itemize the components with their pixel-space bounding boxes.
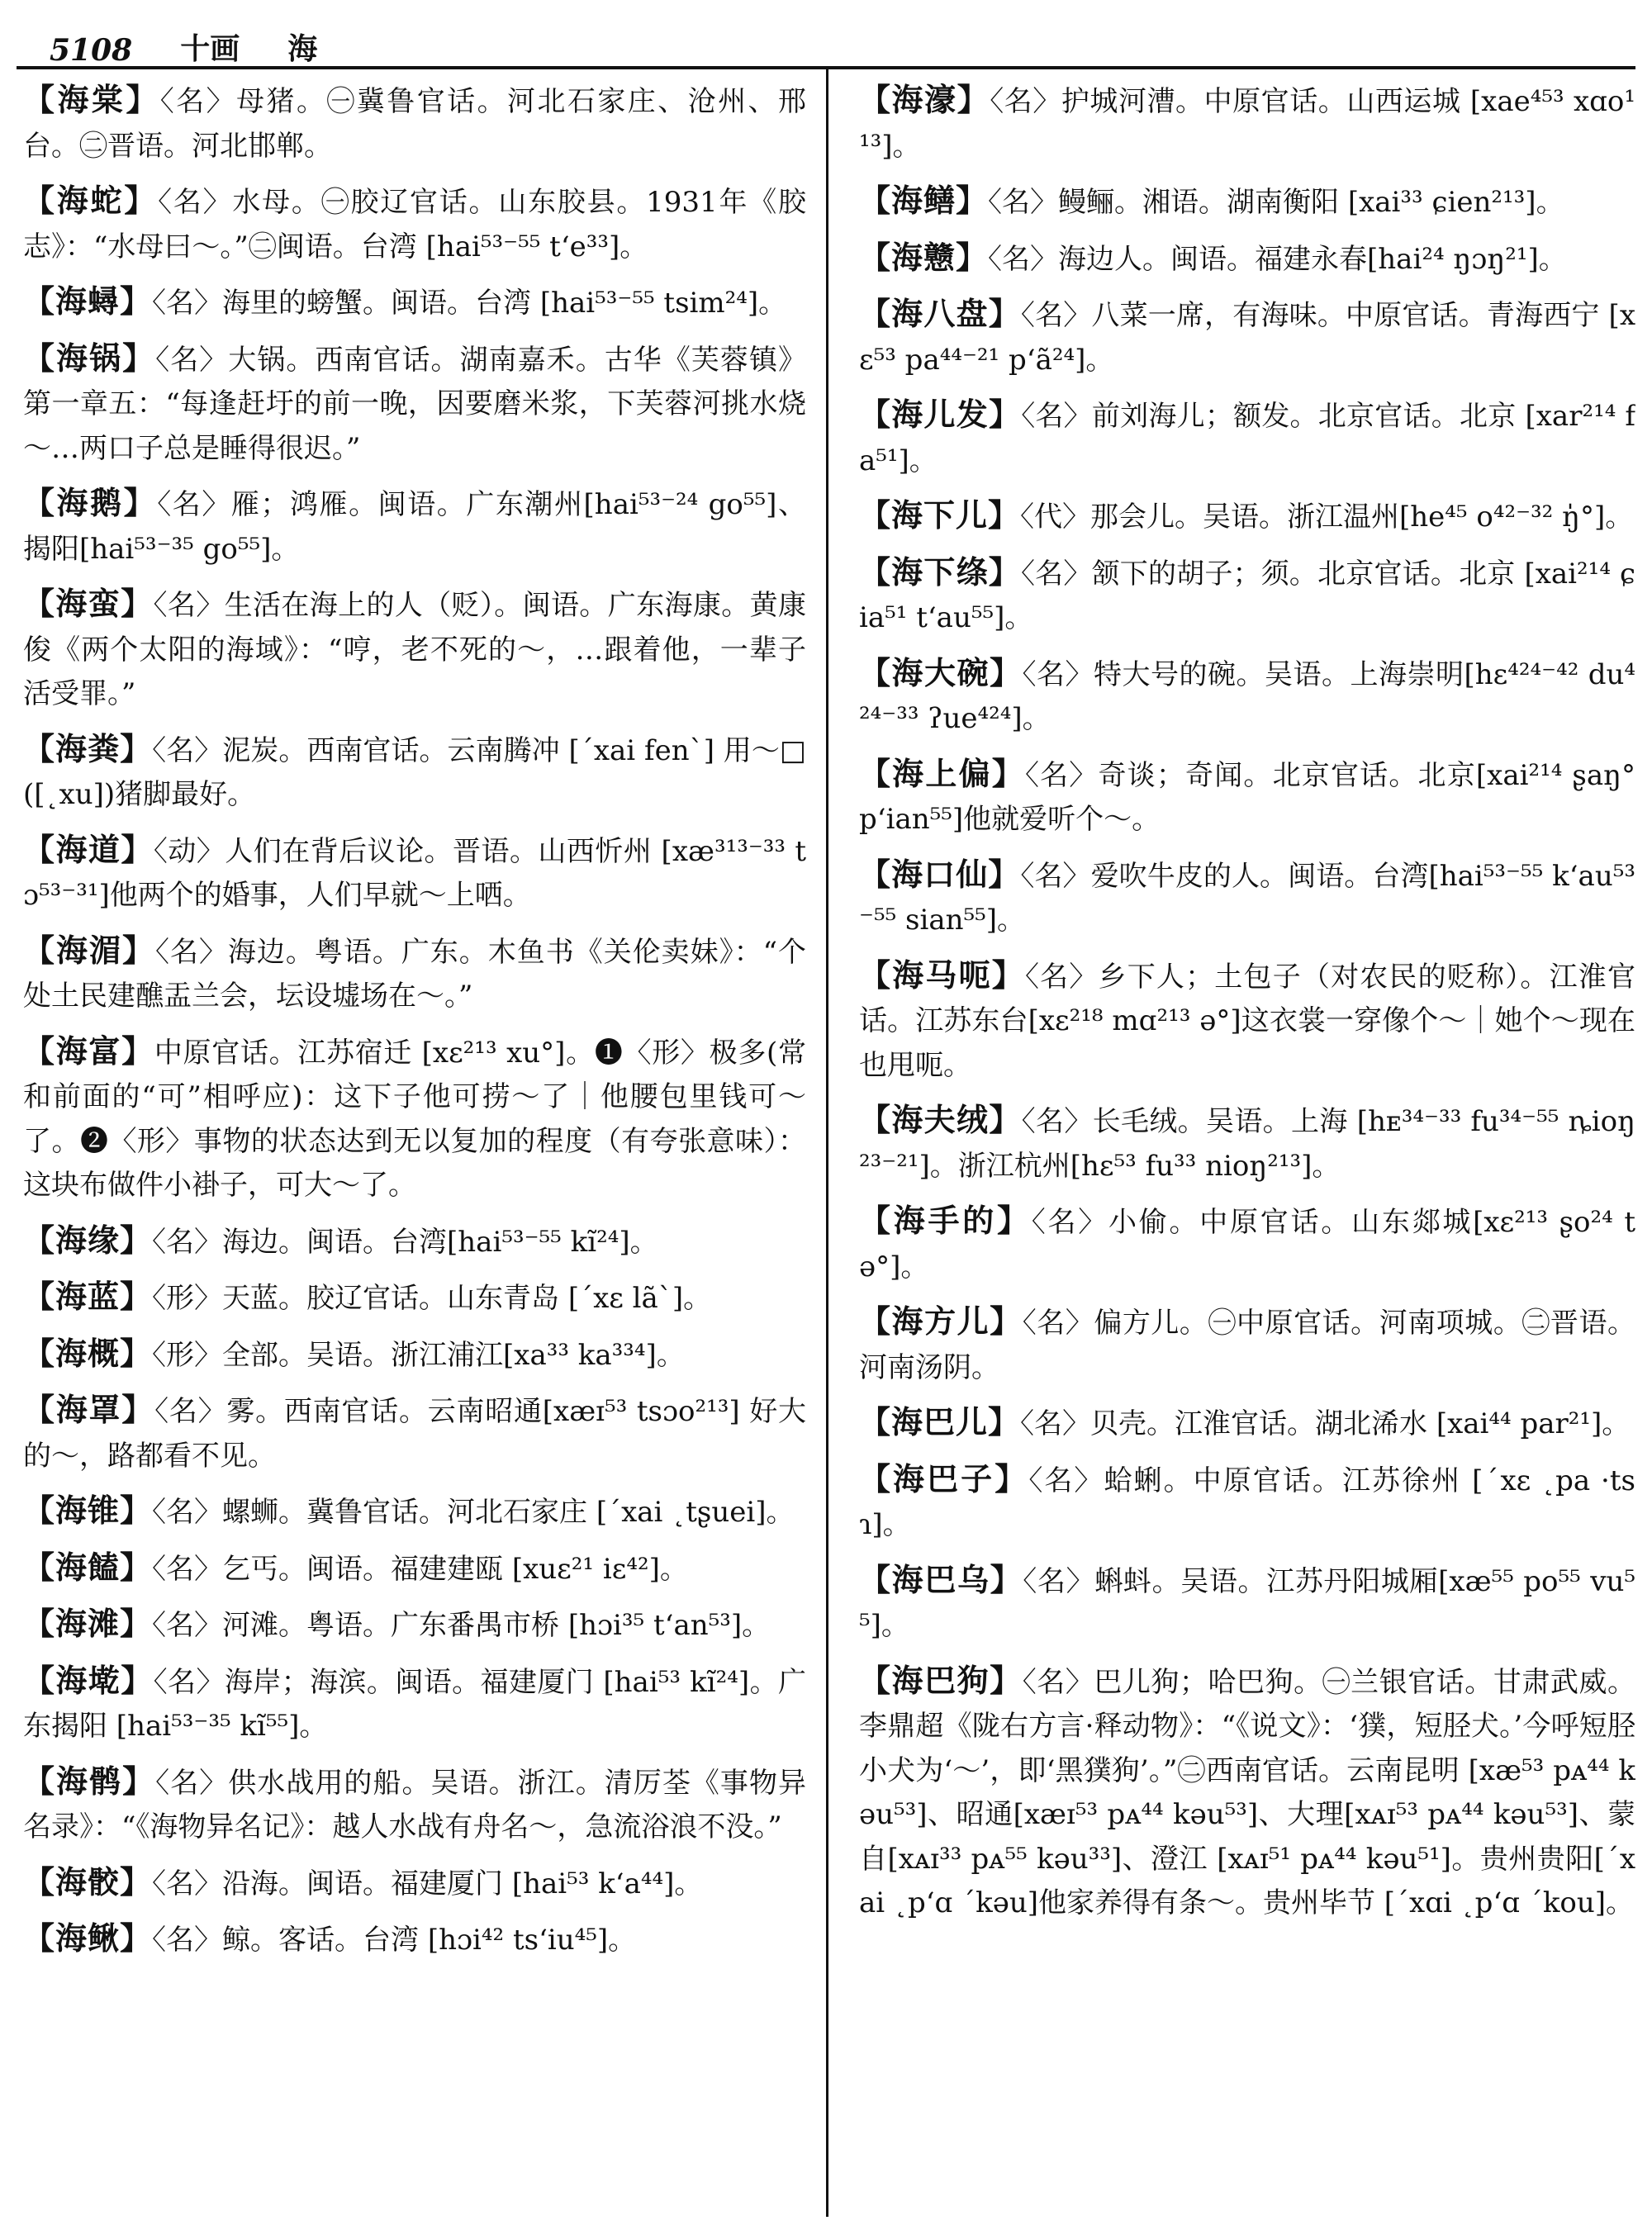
dictionary-entry	[23, 336, 806, 472]
entry-definition: 〈名〉大锅。西南官话。湖南嘉禾。古华《芙蓉镇》第一章五：“每逢赶圩的前一晚，因要磨米浆，下芙蓉河挑水烧～…两口子总是睡得很迟。”	[23, 343, 806, 465]
entry-definition: 〈名〉八菜一席，有海味。中原官话。青海西宁 [xɛ⁵³ pa⁴⁴⁻²¹ pʻã²⁴]。	[859, 299, 1635, 377]
dictionary-entry	[859, 1658, 1635, 1926]
entry-headword: 【海概】	[23, 1334, 153, 1372]
entry-definition: 〈名〉海边。粤语。广东。木鱼书《关伦卖妹》：“个处土民建醮盂兰会，坛设墟场在～。”	[23, 935, 806, 1013]
dictionary-entry	[859, 1457, 1635, 1548]
entry-headword: 【海口仙】	[859, 855, 1021, 893]
entry-headword: 【海道】	[23, 830, 154, 868]
entry-definition: 〈名〉生活在海上的人（贬）。闽语。广东海康。黄康俊《两个太阳的海域》：“哼，老不死的～，…跟着他，一辈子活受罪。”	[23, 589, 806, 710]
dictionary-entry	[23, 1331, 806, 1378]
entry-definition: 〈名〉奇谈；奇闻。北京官话。北京[xai²¹⁴ ʂaŋ° pʻian⁵⁵]他就爱听个～。	[859, 758, 1635, 836]
page-number: 5108	[50, 33, 133, 68]
dictionary-entry	[859, 178, 1635, 225]
dictionary-entry	[859, 752, 1635, 842]
entry-headword: 【海滩】	[23, 1605, 153, 1642]
entry-definition: 〈名〉前刘海儿；额发。北京官话。北京 [xar²¹⁴ fa⁵¹]。	[859, 400, 1635, 477]
dictionary-entry	[23, 1218, 806, 1265]
dictionary-entry	[23, 1388, 806, 1478]
entry-headword: 【海马呃】	[859, 956, 1025, 994]
entry-headword: 【海蓝】	[23, 1278, 153, 1315]
entry-headword: 【海锥】	[23, 1492, 153, 1529]
entry-definition: 〈名〉爱吹牛皮的人。闽语。台湾[hai⁵³⁻⁵⁵ kʻau⁵³⁻⁵⁵ sian⁵⁵]。	[859, 859, 1635, 937]
entry-definition: 〈名〉乡下人；土包子（对农民的贬称）。江淮官话。江苏东台[xɛ²¹⁸ mɑ²¹³ ə°]这衣裳一穿像个～｜她个～现在也甩呃。	[859, 960, 1635, 1082]
dictionary-entry	[859, 493, 1635, 540]
entry-definition: 〈动〉人们在背后议论。晋语。山西忻州 [xæ³¹³⁻³³ tɔ⁵³⁻³¹]他两个的婚事，人们早就～上哂。	[23, 834, 806, 912]
dictionary-entry	[23, 1545, 806, 1592]
entry-headword: 【海手的】	[859, 1202, 1032, 1239]
entry-definition: 〈名〉小偷。中原官话。山东郯城[xɛ²¹³ ʂo²⁴ tə°]。	[859, 1206, 1635, 1283]
dictionary-entry	[23, 928, 806, 1019]
entry-headword: 【海蟳】	[23, 282, 153, 320]
right-column	[859, 78, 1635, 2217]
entry-definition: 〈形〉天蓝。胶辽官话。山东青岛 [ˊxɛ lãˋ]。	[152, 1282, 712, 1315]
entry-definition: 〈名〉护城河漕。中原官话。山西运城 [xae⁴⁵³ xɑo¹¹³]。	[859, 85, 1635, 163]
entry-headword: 【海饁】	[23, 1548, 153, 1586]
column-divider	[826, 69, 828, 2217]
entry-definition: 〈名〉供水战用的船。吴语。浙江。清厉荃《事物异名录》：“《海物异名记》：越人水战有舟名～，急流浴浪不没。”	[23, 1766, 806, 1843]
entry-headword: 【海蛇】	[23, 182, 159, 219]
dictionary-entry	[23, 78, 806, 168]
entry-definition: 〈形〉全部。吴语。浙江浦江[xa³³ ka³³⁴]。	[152, 1338, 685, 1372]
dictionary-entry	[23, 727, 806, 818]
dictionary-entry	[23, 1488, 806, 1535]
dictionary-entry	[859, 651, 1635, 742]
dictionary-entry	[859, 392, 1635, 483]
dictionary-entry	[859, 1558, 1635, 1649]
dictionary-entry	[23, 279, 806, 326]
entry-definition: 〈代〉那会儿。吴语。浙江温州[he⁴⁵ o⁴²⁻³² ŋ̍°]。	[1020, 501, 1634, 534]
entry-headword: 【海夫绒】	[859, 1101, 1022, 1138]
entry-definition: 〈名〉海岸；海滨。闽语。福建厦门 [hai⁵³ kĩ²⁴]。广东揭阳 [hai⁵³⁻³⁵ kĩ⁵⁵]。	[23, 1665, 806, 1743]
page-header	[50, 20, 1602, 68]
stroke-label: 十画	[180, 31, 240, 66]
entry-headword: 【海骹】	[23, 1862, 153, 1900]
dictionary-entry	[23, 828, 806, 918]
entry-headword: 【海巴狗】	[859, 1661, 1023, 1699]
entry-definition: 〈名〉沿海。闽语。福建厦门 [hai⁵³ kʻa⁴⁴]。	[152, 1867, 703, 1900]
entry-definition: 〈名〉蝌蚪。吴语。江苏丹阳城厢[xæ⁵⁵ po⁵⁵ vu⁵⁵]。	[859, 1564, 1635, 1642]
entry-definition: 〈名〉海里的螃蟹。闽语。台湾 [hai⁵³⁻⁵⁵ tsim²⁴]。	[152, 287, 787, 320]
dictionary-entry	[23, 1916, 806, 1963]
dictionary-entry	[859, 1299, 1635, 1390]
entry-headword: 【海巴乌】	[859, 1560, 1023, 1598]
dictionary-entry	[859, 1198, 1635, 1289]
dictionary-entry	[23, 1029, 806, 1208]
entry-definition: 〈名〉河滩。粤语。广东番禺市桥 [hɔi³⁵ tʻan⁵³]。	[152, 1609, 771, 1642]
entry-headword: 【海鹅】	[23, 484, 158, 521]
entry-headword: 【海鹘】	[23, 1762, 156, 1800]
entry-definition: 〈名〉螺蛳。冀鲁官话。河北石家庄 [ˊxai ˛tʂuei]。	[152, 1496, 795, 1529]
entry-headword: 【海巴儿】	[859, 1403, 1021, 1440]
dictionary-entry	[23, 178, 806, 269]
entry-headword: 【海粪】	[23, 729, 153, 767]
entry-definition: 〈名〉水母。㊀胶辽官话。山东胶县。1931年《胶志》：“水母曰～。”㊁闽语。台湾 [hai⁵³⁻⁵⁵ tʻe³³]。	[23, 186, 806, 263]
entry-definition: 〈名〉母猪。㊀冀鲁官话。河北石家庄、沧州、邢台。㊁晋语。河北邯郸。	[23, 85, 806, 163]
entry-headword: 【海锅】	[23, 339, 156, 377]
dictionary-entry	[859, 1098, 1635, 1189]
entry-definition: 〈名〉颔下的胡子；须。北京官话。北京 [xai²¹⁴ ɕia⁵¹ tʻau⁵⁵]。	[859, 557, 1635, 634]
entry-definition: 〈名〉鳗鲡。湘语。湖南衡阳 [xai³³ ɕien²¹³]。	[988, 186, 1564, 219]
dictionary-entry	[859, 852, 1635, 943]
dictionary-entry	[859, 1400, 1635, 1447]
entry-headword: 【海缘】	[23, 1221, 153, 1259]
dictionary-entry	[859, 235, 1635, 282]
dictionary-entry	[23, 481, 806, 572]
entry-definition: 〈名〉海边人。闽语。福建永春[hai²⁴ ŋɔŋ²¹]。	[988, 242, 1567, 276]
entry-headword: 【海湄】	[23, 931, 155, 969]
entry-definition: 〈名〉雾。西南官话。云南昭通[xæɪ⁵³ tsɔo²¹³] 好大的～，路都看不见。	[23, 1395, 806, 1473]
entry-definition: 〈名〉乞丐。闽语。福建建瓯 [xuɛ²¹ iɛ⁴²]。	[152, 1552, 688, 1586]
entry-headword: 【海儿发】	[859, 396, 1022, 433]
dictionary-entry	[23, 1658, 806, 1749]
entry-definition: 中原官话。江苏宿迁 [xɛ²¹³ xu°]。❶〈形〉极多(常和前面的“可”相呼应)：这下子他可捞～了｜他腰包里钱可～了。❷〈形〉事物的状态达到无以复加的程度（有夸张意味）：这块布做件小褂子，可大～了。	[23, 1036, 806, 1202]
entry-definition: 〈名〉贝壳。江淮官话。湖北浠水 [xai⁴⁴ par²¹]。	[1020, 1407, 1631, 1440]
dictionary-entry	[23, 1860, 806, 1907]
entry-headword: 【海下儿】	[859, 496, 1021, 534]
entry-headword: 【海鳅】	[23, 1919, 153, 1957]
dictionary-entry	[859, 292, 1635, 382]
dictionary-entry	[859, 78, 1635, 168]
entry-headword: 【海八盘】	[859, 295, 1021, 332]
left-column	[23, 78, 806, 2217]
dictionary-entry	[859, 550, 1635, 641]
entry-definition: 〈名〉长毛绒。吴语。上海 [hᴇ³⁴⁻³³ fu³⁴⁻⁵⁵ ȵioŋ²³⁻²¹]。浙江杭州[hɛ⁵³ fu³³ nioŋ²¹³]。	[859, 1105, 1635, 1183]
entry-headword: 【海蛮】	[23, 585, 154, 622]
entry-definition: 〈名〉偏方儿。㊀中原官话。河南项城。㊁晋语。河南汤阴。	[859, 1307, 1635, 1384]
entry-headword: 【海方儿】	[859, 1302, 1023, 1340]
entry-definition: 〈名〉特大号的碗。吴语。上海崇明[hɛ⁴²⁴⁻⁴² du⁴²⁴⁻³³ ʔue⁴²⁴]。	[859, 657, 1635, 735]
radical-label: 海	[287, 31, 318, 66]
dictionary-entry	[23, 1759, 806, 1850]
entry-headword: 【海下绦】	[859, 553, 1021, 591]
dictionary-entry	[23, 1601, 806, 1649]
entry-headword: 【海墘】	[23, 1661, 154, 1699]
dictionary-entry	[23, 581, 806, 717]
entry-definition: 〈名〉泥炭。西南官话。云南腾冲 [ˊxai fenˋ] 用～□([˛xu])猪脚最好。	[23, 733, 806, 811]
entry-headword: 【海巴子】	[859, 1459, 1029, 1497]
entry-definition: 〈名〉雁；鸿雁。闽语。广东潮州[hai⁵³⁻²⁴ go⁵⁵]、揭阳[hai⁵³⁻³⁵ go⁵⁵]。	[23, 488, 806, 566]
entry-headword: 【海鳝】	[859, 182, 989, 219]
entry-definition: 〈名〉巴儿狗；哈巴狗。㊀兰银官话。甘肃武威。李鼎超《陇右方言·释动物》：“《说文》：‘獛，短胫犬。’今呼短胫小犬为‘～’，即‘黑獛狗’。”㊁西南官话。云南昆明 [xæ⁵³ pᴀ⁴⁴ kəu⁵³]、昭通[xæɪ⁵³ pᴀ⁴⁴ kəu⁵³]、大理[xᴀɪ⁵³ pᴀ⁴⁴ kəu⁵³]、蒙自[xᴀɪ³³ pᴀ⁵⁵ kəu³³]、澄江 [xᴀɪ⁵¹ pᴀ⁴⁴ kəu⁵¹]。贵州贵阳[ˊxai ˛pʻɑ ˊkəu]他家养得有条～。贵州毕节 [ˊxɑi ˛pʻɑ ˊkou]。	[859, 1665, 1635, 1919]
entry-headword: 【海富】	[23, 1032, 154, 1070]
entry-headword: 【海大碗】	[859, 653, 1023, 691]
entry-headword: 【海濠】	[859, 81, 990, 118]
entry-headword: 【海上偏】	[859, 754, 1025, 792]
entry-headword: 【海棠】	[23, 81, 160, 118]
entry-definition: 〈名〉鲸。客话。台湾 [hɔi⁴² tsʻiu⁴⁵]。	[152, 1924, 637, 1957]
entry-definition: 〈名〉海边。闽语。台湾[hai⁵³⁻⁵⁵ kĩ²⁴]。	[152, 1225, 658, 1259]
entry-headword: 【海戆】	[859, 238, 989, 276]
dictionary-entry	[23, 1274, 806, 1321]
entry-definition: 〈名〉蛤蜊。中原官话。江苏徐州 [ˊxɛ ˛pa ·tsɿ]。	[859, 1464, 1635, 1541]
dictionary-entry	[859, 953, 1635, 1089]
entry-headword: 【海罩】	[23, 1391, 155, 1428]
